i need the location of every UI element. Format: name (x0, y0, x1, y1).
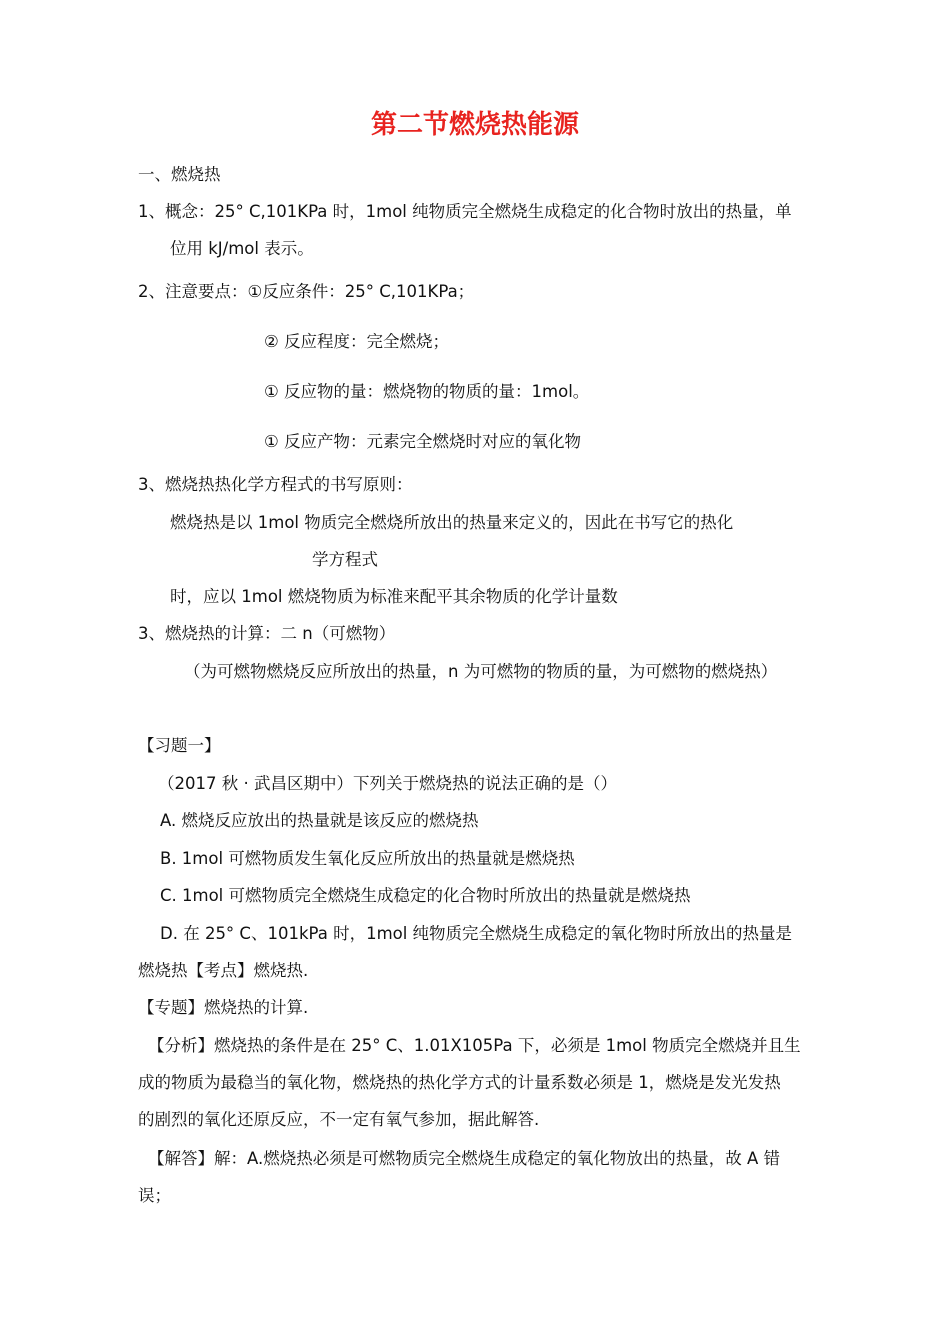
topic-line: 【专题】燃烧热的计算. (138, 998, 309, 1017)
writing-principle-line-2: 学方程式 (312, 550, 378, 569)
key-points-line-3: ① 反应物的量：燃烧物的物质的量：1mol。 (264, 382, 590, 401)
writing-principle-line-1: 燃烧热是以 1mol 物质完全燃烧所放出的热量来定义的，因此在书写它的热化 (170, 513, 734, 532)
option-c: C. 1mol 可燃物质完全燃烧生成稳定的化合物时所放出的热量就是燃烧热 (160, 886, 691, 905)
calculation-heading: 3、燃烧热的计算：二 n（可燃物） (138, 624, 396, 643)
key-points-line-1: 2、注意要点：①反应条件：25° C,101KPa； (138, 282, 475, 301)
analysis-line-3: 的剧烈的氧化还原反应，不一定有氧气参加，据此解答. (138, 1110, 540, 1129)
option-d-line-1: D. 在 25° C、101kPa 时，1mol 纯物质完全燃烧生成稳定的氧化物时所放出的热量是 (160, 924, 793, 943)
writing-principle-line-3: 时，应以 1mol 燃烧物质为标准来配平其余物质的化学计量数 (170, 587, 618, 606)
option-d-line-2: 燃烧热【考点】燃烧热. (138, 961, 309, 980)
section-heading: 一、燃烧热 (138, 165, 221, 184)
analysis-line-1: 【分析】燃烧热的条件是在 25° C、1.01X105Pa 下，必须是 1mol 物质完全燃烧并且生 (148, 1036, 801, 1055)
writing-principle-heading: 3、燃烧热热化学方程式的书写原则： (138, 475, 413, 494)
answer-line-1: 【解答】解：A.燃烧热必须是可燃物质完全燃烧生成稳定的氧化物放出的热量，故 A 错 (148, 1149, 781, 1168)
concept-line-2: 位用 kJ/mol 表示。 (170, 239, 314, 258)
option-b: B. 1mol 可燃物质发生氧化反应所放出的热量就是燃烧热 (160, 849, 575, 868)
concept-line-1: 1、概念：25° C,101KPa 时，1mol 纯物质完全燃烧生成稳定的化合物时放出的热量，单 (138, 202, 792, 221)
analysis-line-2: 成的物质为最稳当的氧化物，燃烧热的热化学方式的计量系数必须是 1，燃烧是发光发热 (138, 1073, 781, 1092)
key-points-line-2: ② 反应程度：完全燃烧； (264, 332, 450, 351)
calculation-note: （为可燃物燃烧反应所放出的热量，n 为可燃物的物质的量，为可燃物的燃烧热） (184, 662, 778, 681)
exercise-question: （2017 秋 · 武昌区期中）下列关于燃烧热的说法正确的是（） (158, 774, 617, 793)
page-title: 第二节燃烧热能源 (370, 110, 579, 140)
exercise-heading: 【习题一】 (138, 736, 221, 755)
option-a: A. 燃烧反应放出的热量就是该反应的燃烧热 (160, 811, 479, 830)
answer-line-2: 误； (138, 1186, 171, 1205)
key-points-line-4: ① 反应产物：元素完全燃烧时对应的氧化物 (264, 432, 582, 451)
